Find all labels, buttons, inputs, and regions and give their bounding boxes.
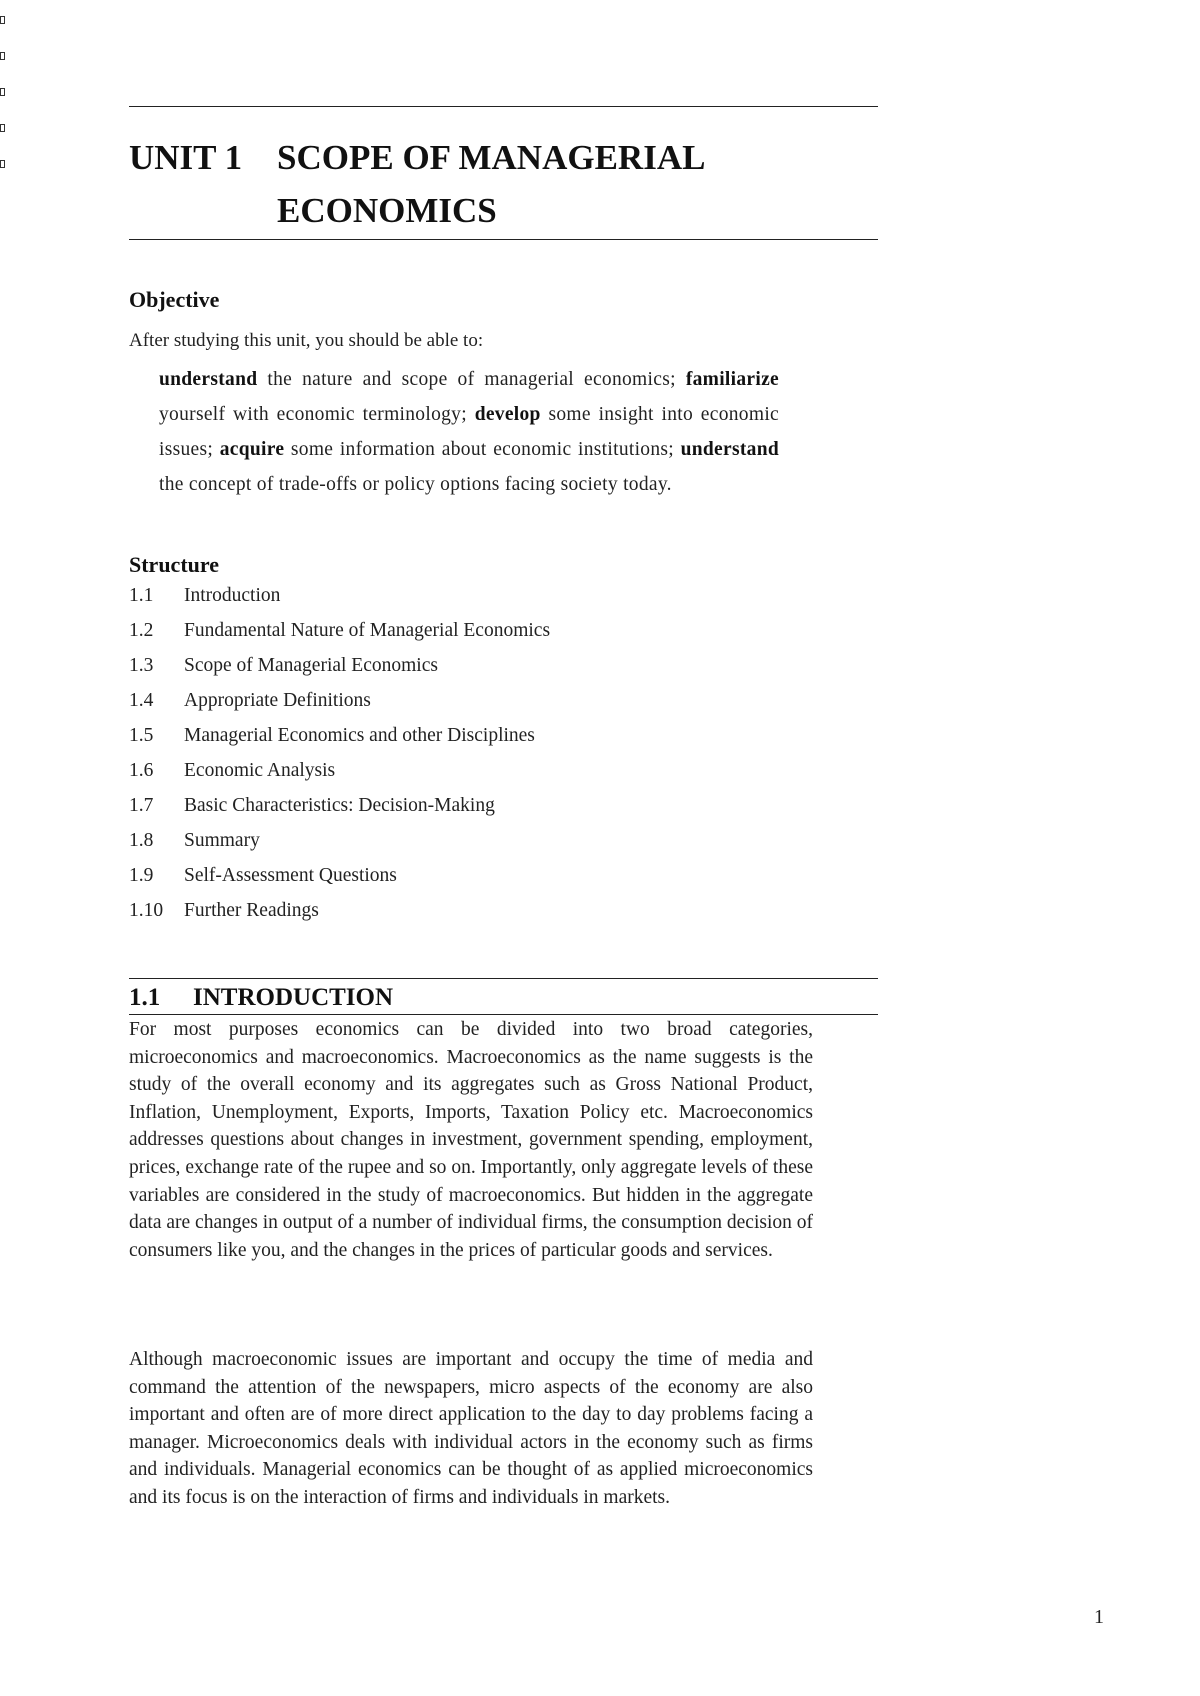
structure-item-number: 1.9 xyxy=(129,865,154,886)
structure-item-number: 1.8 xyxy=(129,830,154,851)
structure-item xyxy=(129,823,878,858)
unit-title-line-1: SCOPE OF MANAGERIAL xyxy=(277,138,706,177)
structure-item-number: 1.6 xyxy=(129,760,154,781)
objective-keyword: acquire xyxy=(219,439,285,460)
structure-item-label: Appropriate Definitions xyxy=(184,690,371,711)
structure-item-number: 1.4 xyxy=(129,690,154,711)
margin-glyph-marks xyxy=(0,16,8,196)
structure-item-number: 1.7 xyxy=(129,795,154,816)
structure-item-label: Summary xyxy=(184,830,260,851)
structure-item-label: Economic Analysis xyxy=(184,760,336,781)
structure-item xyxy=(129,753,878,788)
title-bottom-rule xyxy=(129,239,878,240)
introduction-paragraph-2: Although macroeconomic issues are important and occupy the time of media and command the attention of the newspapers, micro aspects of the economy are also important and often are of more direct application to the day to day problems facing a manager. Microeconomics deals with individual actors in the economy such as firms and individuals. Managerial economics can be thought of as applied microeconomics and its focus is on the interaction of firms and individuals in markets. xyxy=(129,1349,813,1508)
structure-item xyxy=(129,718,878,753)
margin-glyph-icon xyxy=(0,88,5,96)
top-rule xyxy=(129,106,878,107)
structure-item xyxy=(129,858,878,893)
unit-title xyxy=(129,131,878,237)
structure-item-label: Fundamental Nature of Managerial Economics xyxy=(184,620,551,641)
structure-item-label: Managerial Economics and other Disciplines xyxy=(184,725,535,746)
structure-item-label: Basic Characteristics: Decision-Making xyxy=(184,795,495,816)
structure-item-number: 1.2 xyxy=(129,620,154,641)
structure-list xyxy=(129,578,878,928)
objective-text: the concept of trade-offs or policy options facing society today. xyxy=(159,474,672,495)
structure-item-number: 1.3 xyxy=(129,655,154,676)
objective-text: the nature and scope of managerial economics; xyxy=(257,369,686,390)
structure-item-number: 1.10 xyxy=(129,900,164,921)
objective-keyword: familiarize xyxy=(685,369,779,390)
structure-heading: Structure xyxy=(129,552,220,577)
structure-item-label: Self-Assessment Questions xyxy=(184,865,397,886)
unit-title-line-2: ECONOMICS xyxy=(277,191,497,230)
section-number: 1.1 xyxy=(129,984,161,1011)
objective-heading: Objective xyxy=(129,287,220,312)
section-bottom-rule xyxy=(129,1014,878,1015)
structure-item xyxy=(129,648,878,683)
structure-item-label: Further Readings xyxy=(184,900,319,921)
section-heading xyxy=(129,979,878,1014)
structure-item xyxy=(129,788,878,823)
structure-item-label: Introduction xyxy=(184,585,281,606)
margin-glyph-icon xyxy=(0,16,5,24)
objective-keyword: understand xyxy=(159,369,258,390)
unit-number: UNIT 1 xyxy=(129,138,243,177)
structure-item xyxy=(129,613,878,648)
structure-item xyxy=(129,683,878,718)
introduction-paragraph-1: For most purposes economics can be divided into two broad categories, microeconomics and macroeconomics. Macroeconomics as the name suggests is the study of the overall economy and its aggregates such as Gross National Product, Inflation, Unemployment, Exports, Imports, Taxation Policy etc. Macroeconomics addresses questions about changes in investment, government spending, employment, prices, exchange rate of the rupee and so on. Importantly, only aggregate levels of these variables are considered in the study of macroeconomics. But hidden in the aggregate data are changes in output of a number of individual firms, the consumption decision of consumers like you, and the changes in the prices of particular goods and services. xyxy=(129,1019,813,1261)
structure-item xyxy=(129,893,878,928)
objective-text: some information about economic institutions; xyxy=(284,439,681,460)
page-number: 1 xyxy=(1094,1606,1104,1628)
section-title: INTRODUCTION xyxy=(193,984,394,1011)
margin-glyph-icon xyxy=(0,124,5,132)
objective-intro: After studying this unit, you should be able to: xyxy=(129,330,484,351)
structure-item xyxy=(129,578,878,613)
margin-glyph-icon xyxy=(0,160,5,168)
structure-item-number: 1.1 xyxy=(129,585,154,606)
structure-item-label: Scope of Managerial Economics xyxy=(184,655,438,676)
objective-keyword: understand xyxy=(680,439,779,460)
objective-text: some insight into economic issues; xyxy=(159,404,779,460)
margin-glyph-icon xyxy=(0,52,5,60)
structure-item-number: 1.5 xyxy=(129,725,154,746)
objective-text: yourself with economic terminology; xyxy=(159,404,475,425)
objective-list xyxy=(159,362,779,502)
objective-keyword: develop xyxy=(474,404,541,425)
introduction-section xyxy=(129,978,878,1015)
unit-header xyxy=(129,106,878,240)
